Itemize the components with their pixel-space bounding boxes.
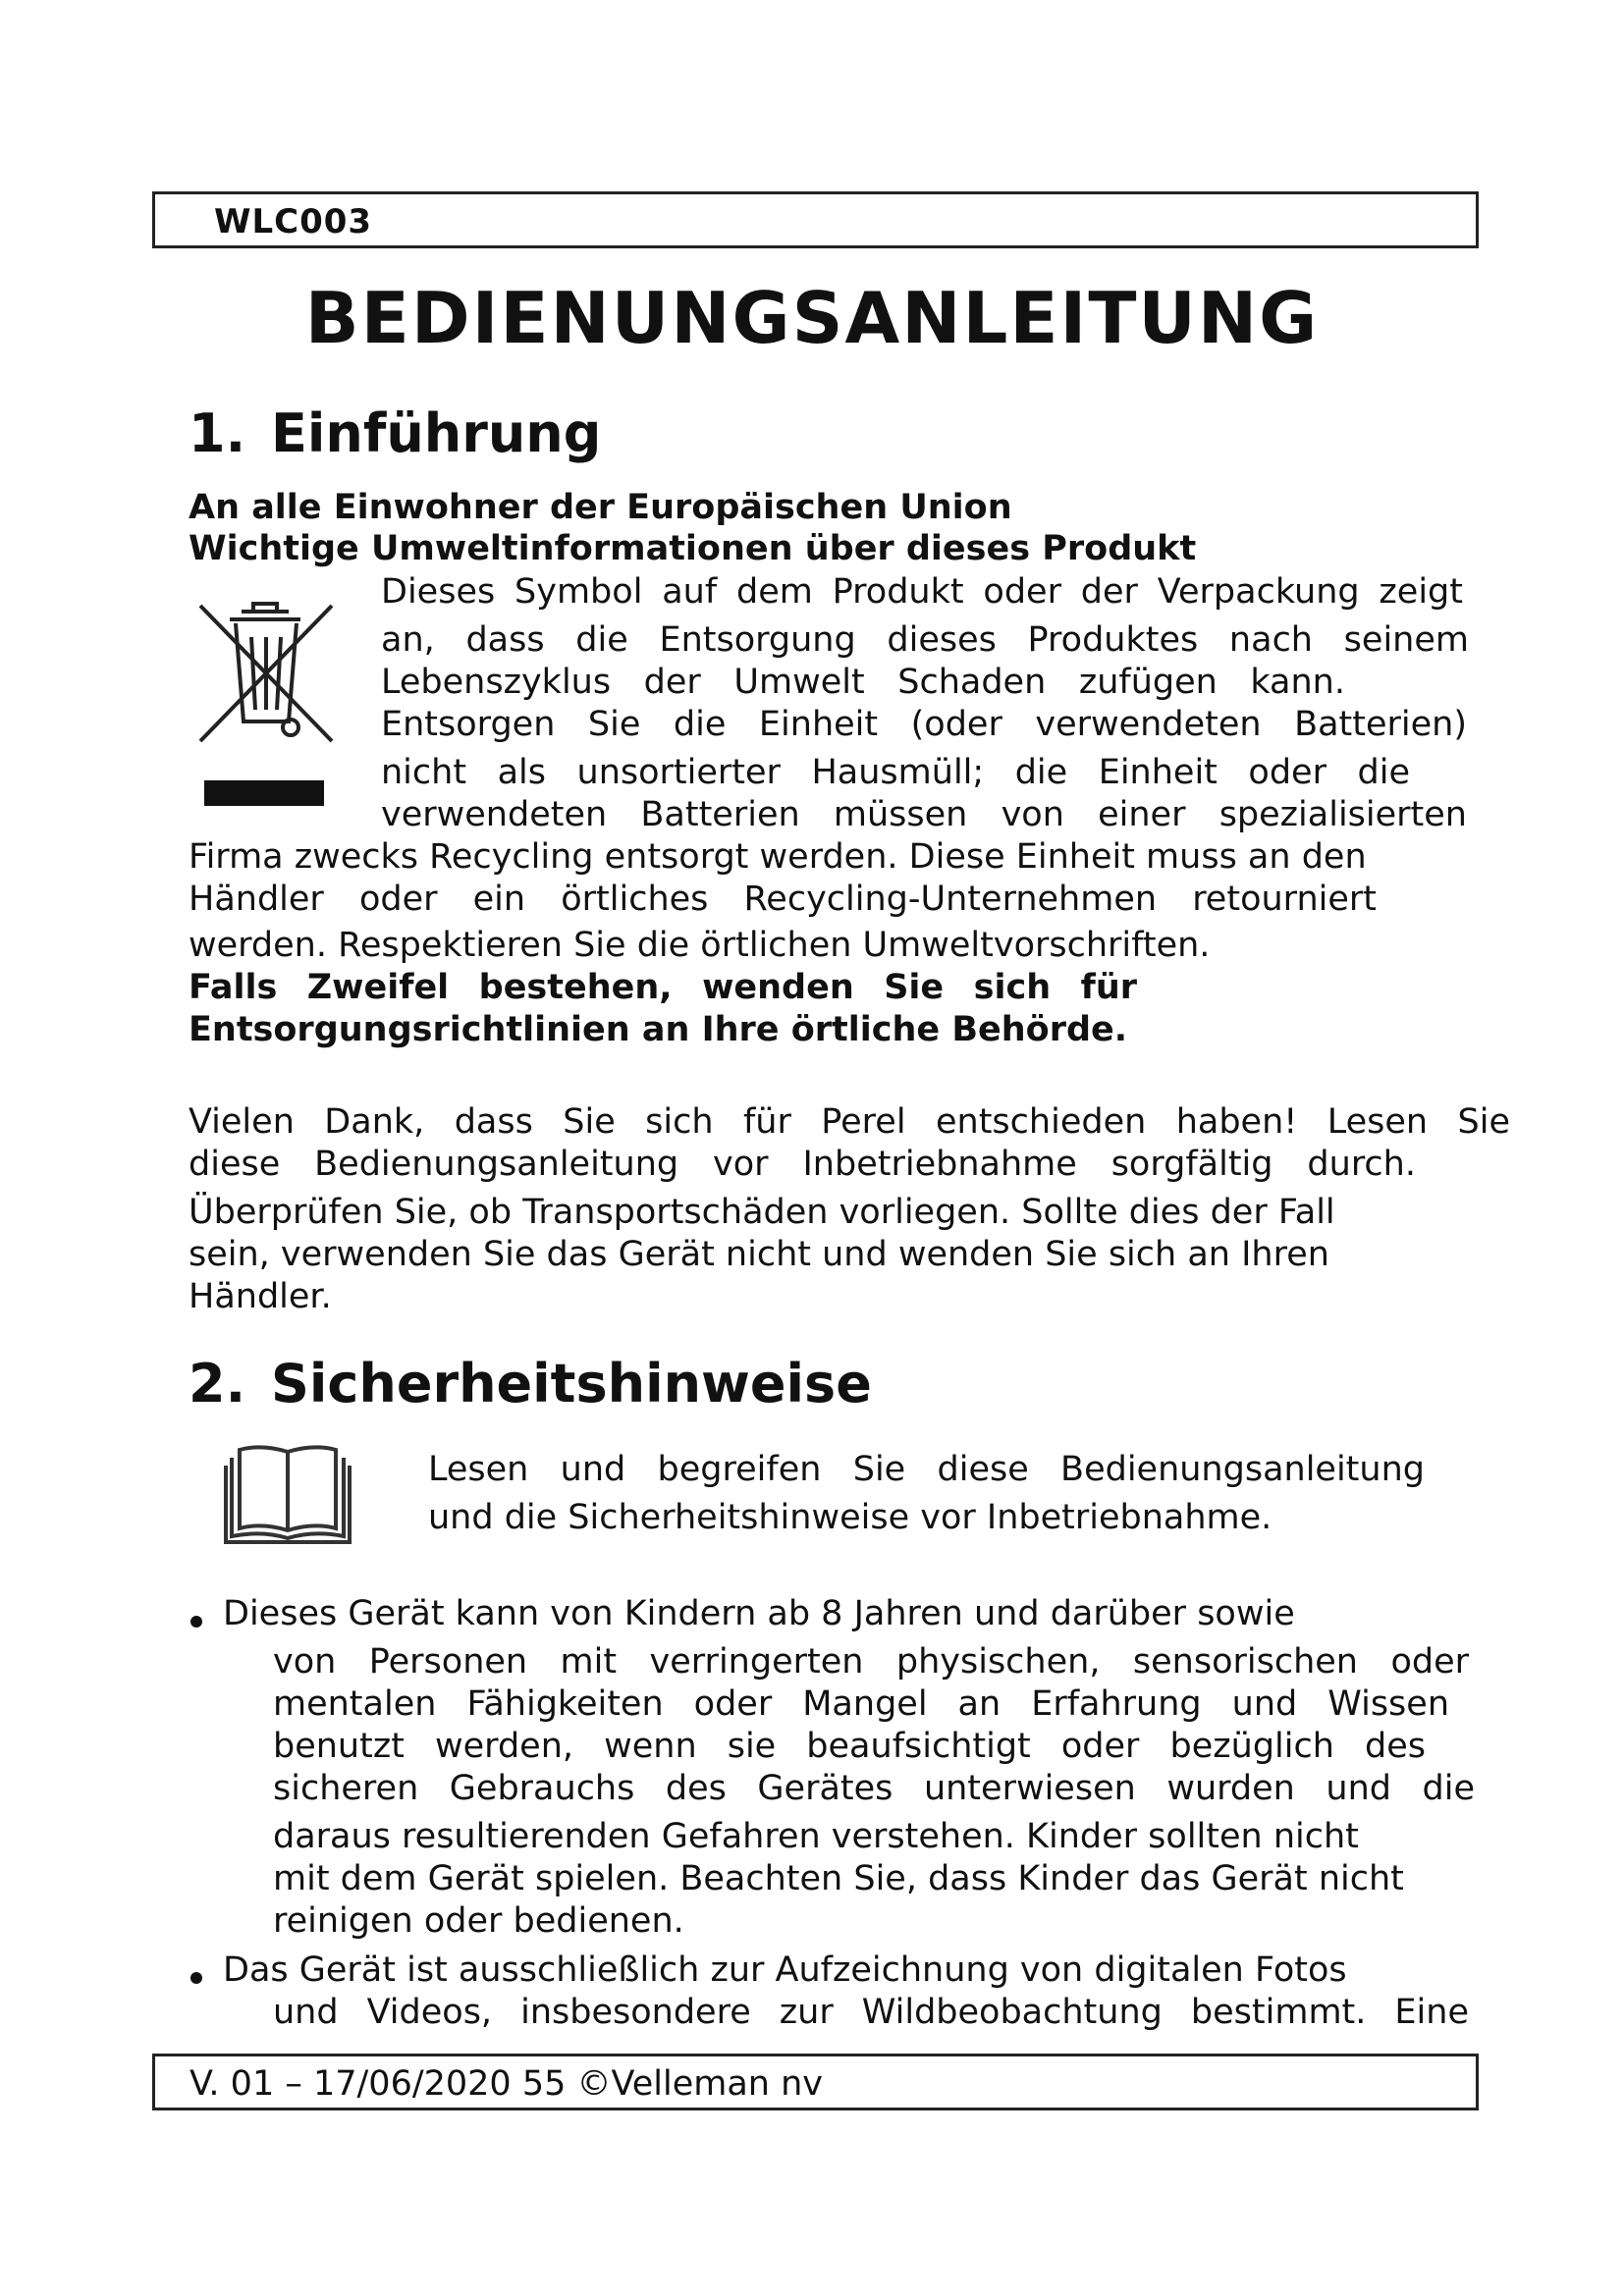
book-manual-icon xyxy=(222,1438,353,1544)
section-1-heading xyxy=(189,402,601,464)
thanks-line-5: Händler. xyxy=(189,1277,332,1316)
bullet-1-line-8: reinigen oder bedienen. xyxy=(273,1901,684,1941)
thanks-line-1: Vielen Dank, dass Sie sich für Perel entschieden haben! Lesen Sie xyxy=(189,1102,1510,1142)
read-manual-line-2: und die Sicherheitshinweise vor Inbetriebnahme. xyxy=(428,1498,1272,1537)
bullet-1-line-3: mentalen Fähigkeiten oder Mangel an Erfahrung und Wissen xyxy=(273,1684,1449,1724)
bullet-1-line-1: Dieses Gerät kann von Kindern ab 8 Jahren und darüber sowie xyxy=(223,1594,1295,1633)
bullet-dot-2 xyxy=(190,1972,202,1984)
page-title: BEDIENUNGSANLEITUNG xyxy=(304,277,1320,359)
bullet-1-line-6: daraus resultierenden Gefahren verstehen. Kinder sollten nicht xyxy=(273,1817,1359,1856)
weee-text-line-8: Händler oder ein örtliches Recycling-Unternehmen retourniert xyxy=(189,880,1377,919)
doubt-bold-line-1: Falls Zweifel bestehen, wenden Sie sich für xyxy=(189,968,1137,1007)
environment-info-line: Wichtige Umweltinformationen über dieses Produkt xyxy=(189,529,1197,568)
section-2-number: 2. xyxy=(189,1353,246,1415)
bullet-dot-1 xyxy=(190,1616,202,1628)
weee-text-line-5: nicht als unsortierter Hausmüll; die Einheit oder die xyxy=(381,753,1410,792)
weee-text-line-3: Lebenszyklus der Umwelt Schaden zufügen kann. xyxy=(381,663,1345,702)
model-number: WLC003 xyxy=(214,202,373,241)
weee-text-line-9: werden. Respektieren Sie die örtlichen Umweltvorschriften. xyxy=(189,926,1211,965)
weee-text-line-4: Entsorgen Sie die Einheit (oder verwendeten Batterien) xyxy=(381,705,1467,744)
weee-crossed-bin-icon xyxy=(192,594,340,810)
footer-version: V. 01 – 17/06/2020 55 ©Velleman nv xyxy=(189,2064,823,2104)
section-1-number: 1. xyxy=(189,402,246,464)
bullet-1-line-4: benutzt werden, wenn sie beaufsichtigt oder bezüglich des xyxy=(273,1727,1426,1766)
weee-text-line-7: Firma zwecks Recycling entsorgt werden. Diese Einheit muss an den xyxy=(189,837,1367,877)
weee-text-line-2: an, dass die Entsorgung dieses Produktes nach seinem xyxy=(381,620,1469,660)
thanks-line-3: Überprüfen Sie, ob Transportschäden vorliegen. Sollte dies der Fall xyxy=(189,1193,1335,1232)
eu-residents-line: An alle Einwohner der Europäischen Union xyxy=(189,488,1012,527)
footer-box xyxy=(152,2054,1479,2110)
section-2-title: Sicherheitshinweise xyxy=(271,1353,872,1415)
doubt-bold-line-2: Entsorgungsrichtlinien an Ihre örtliche Behörde. xyxy=(189,1010,1128,1049)
header-box xyxy=(152,191,1479,248)
bullet-2-line-2: und Videos, insbesondere zur Wildbeobachtung bestimmt. Eine xyxy=(273,1993,1469,2032)
section-1-title: Einführung xyxy=(271,402,602,464)
weee-text-line-1: Dieses Symbol auf dem Produkt oder der Verpackung zeigt xyxy=(381,572,1463,612)
section-2-heading xyxy=(189,1353,872,1415)
bullet-1-line-2: von Personen mit verringerten physischen, sensorischen oder xyxy=(273,1642,1469,1682)
bullet-2-line-1: Das Gerät ist ausschließlich zur Aufzeichnung von digitalen Fotos xyxy=(223,1950,1347,1990)
bullet-1-line-7: mit dem Gerät spielen. Beachten Sie, dass Kinder das Gerät nicht xyxy=(273,1859,1404,1898)
thanks-line-2: diese Bedienungsanleitung vor Inbetriebnahme sorgfältig durch. xyxy=(189,1145,1416,1184)
weee-text-line-6: verwendeten Batterien müssen von einer spezialisierten xyxy=(381,795,1467,834)
bullet-1-line-5: sicheren Gebrauchs des Gerätes unterwiesen wurden und die xyxy=(273,1769,1475,1808)
read-manual-line-1: Lesen und begreifen Sie diese Bedienungsanleitung xyxy=(428,1450,1425,1489)
thanks-line-4: sein, verwenden Sie das Gerät nicht und wenden Sie sich an Ihren xyxy=(189,1235,1329,1274)
